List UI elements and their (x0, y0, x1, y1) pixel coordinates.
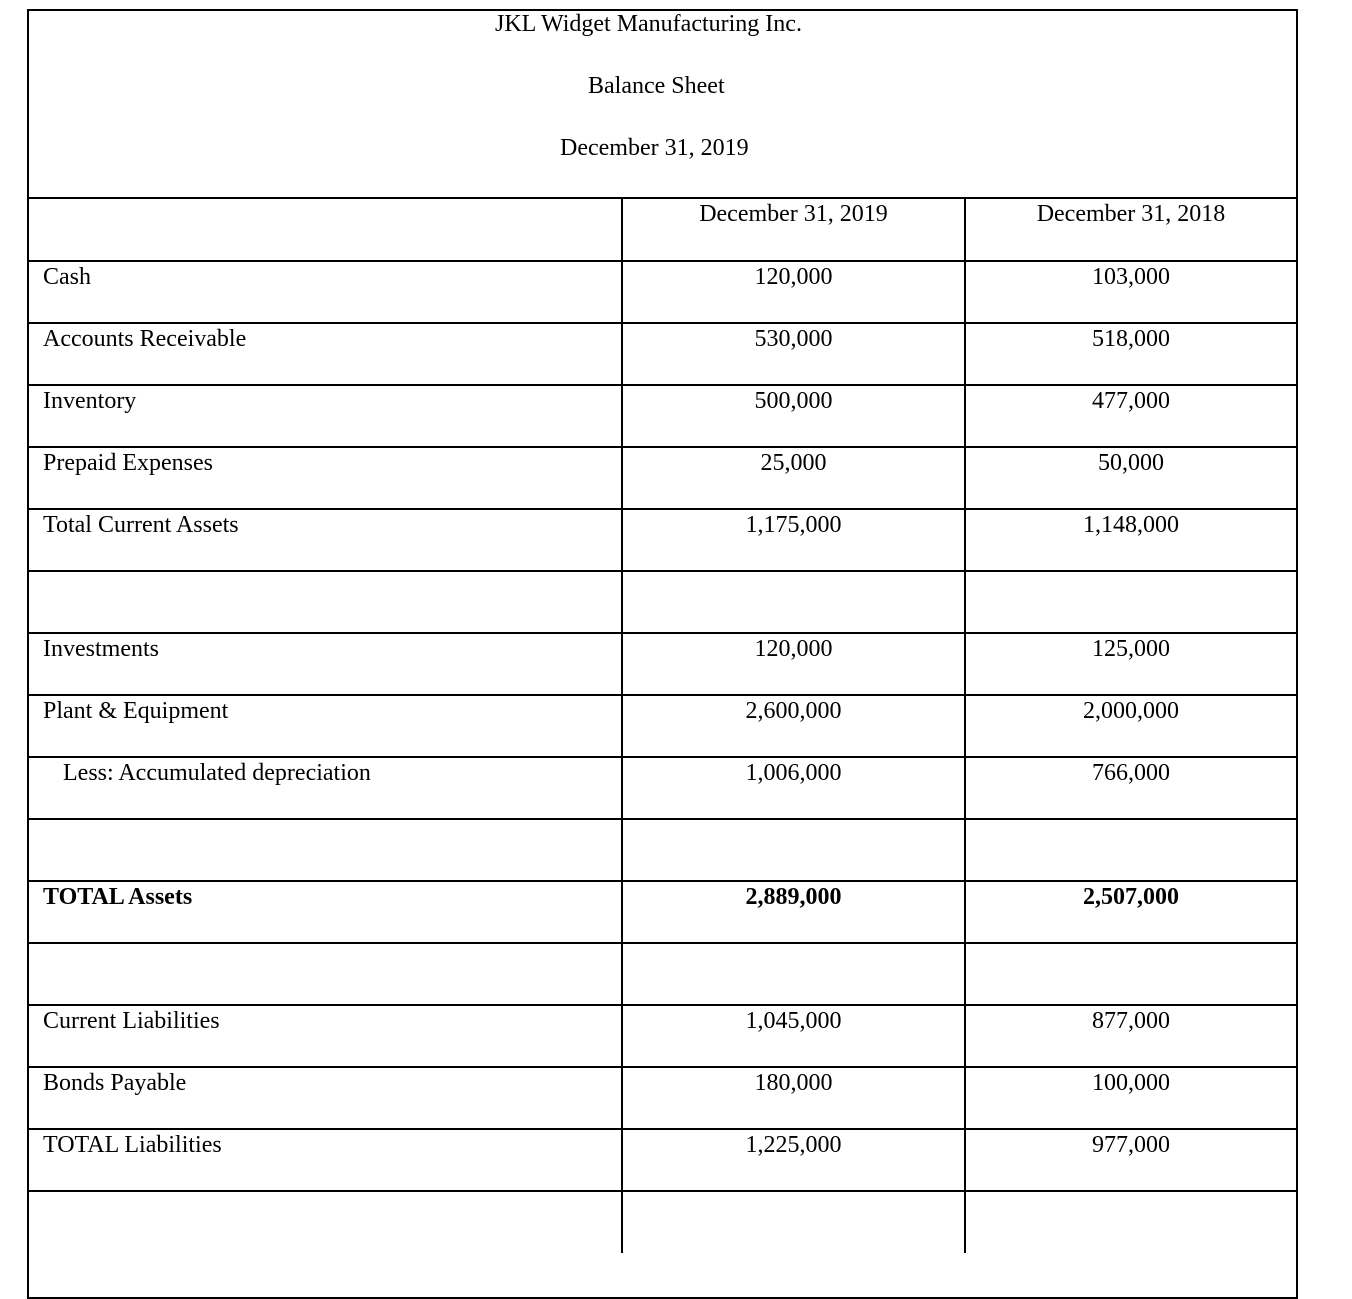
table-row-cash (29, 261, 1296, 323)
value-2018: 103,000 (965, 261, 1296, 323)
row-label (29, 819, 622, 881)
value-2019: 25,000 (622, 447, 965, 509)
sheet-header (29, 11, 1296, 199)
table-row-inventory (29, 385, 1296, 447)
value-2018: 100,000 (965, 1067, 1296, 1129)
statement-title: Balance Sheet (588, 73, 725, 99)
row-label (29, 571, 622, 633)
value-2019: 530,000 (622, 323, 965, 385)
value-2019: 1,225,000 (622, 1129, 965, 1191)
row-label: Investments (29, 633, 622, 695)
value-2019: 180,000 (622, 1067, 965, 1129)
row-label (29, 1191, 622, 1253)
value-2018: 518,000 (965, 323, 1296, 385)
column-header-2019: December 31, 2019 (622, 199, 965, 261)
value-2019 (622, 1191, 965, 1253)
value-2018 (965, 1191, 1296, 1253)
value-2018 (965, 571, 1296, 633)
value-2018: 2,507,000 (965, 881, 1296, 943)
column-header-label (29, 199, 622, 261)
value-2018: 877,000 (965, 1005, 1296, 1067)
table-row-blank (29, 819, 1296, 881)
column-header-row (29, 199, 1296, 261)
value-2018: 477,000 (965, 385, 1296, 447)
table-row-blank (29, 571, 1296, 633)
table-row-total-current-assets (29, 509, 1296, 571)
row-label: Total Current Assets (29, 509, 622, 571)
value-2019: 1,006,000 (622, 757, 965, 819)
value-2019: 1,175,000 (622, 509, 965, 571)
value-2019 (622, 819, 965, 881)
value-2019: 2,889,000 (622, 881, 965, 943)
table-row-plant-equipment (29, 695, 1296, 757)
value-2019: 120,000 (622, 261, 965, 323)
row-label: Current Liabilities (29, 1005, 622, 1067)
value-2019 (622, 571, 965, 633)
row-label: Prepaid Expenses (29, 447, 622, 509)
row-label: Less: Accumulated depreciation (29, 757, 622, 819)
value-2018: 1,148,000 (965, 509, 1296, 571)
value-2018 (965, 819, 1296, 881)
table-row-blank (29, 943, 1296, 1005)
company-name: JKL Widget Manufacturing Inc. (495, 11, 802, 37)
table-row-accumulated-depreciation (29, 757, 1296, 819)
balance-sheet-table (29, 199, 1296, 1253)
value-2019: 1,045,000 (622, 1005, 965, 1067)
value-2018: 50,000 (965, 447, 1296, 509)
value-2018: 766,000 (965, 757, 1296, 819)
value-2018: 125,000 (965, 633, 1296, 695)
value-2018: 977,000 (965, 1129, 1296, 1191)
row-label (29, 943, 622, 1005)
row-label: TOTAL Liabilities (29, 1129, 622, 1191)
table-row-total-assets (29, 881, 1296, 943)
row-label: Cash (29, 261, 622, 323)
row-label: Accounts Receivable (29, 323, 622, 385)
balance-sheet-document (27, 9, 1298, 1299)
value-2018 (965, 943, 1296, 1005)
table-row-investments (29, 633, 1296, 695)
statement-date: December 31, 2019 (560, 135, 749, 161)
table-row-blank (29, 1191, 1296, 1253)
table-row-current-liabilities (29, 1005, 1296, 1067)
table-row-total-liabilities (29, 1129, 1296, 1191)
table-row-accounts-receivable (29, 323, 1296, 385)
row-label: TOTAL Assets (29, 881, 622, 943)
table-row-prepaid-expenses (29, 447, 1296, 509)
value-2019: 500,000 (622, 385, 965, 447)
row-label: Bonds Payable (29, 1067, 622, 1129)
value-2018: 2,000,000 (965, 695, 1296, 757)
table-row-bonds-payable (29, 1067, 1296, 1129)
value-2019 (622, 943, 965, 1005)
row-label: Plant & Equipment (29, 695, 622, 757)
row-label: Inventory (29, 385, 622, 447)
value-2019: 2,600,000 (622, 695, 965, 757)
column-header-2018: December 31, 2018 (965, 199, 1296, 261)
value-2019: 120,000 (622, 633, 965, 695)
